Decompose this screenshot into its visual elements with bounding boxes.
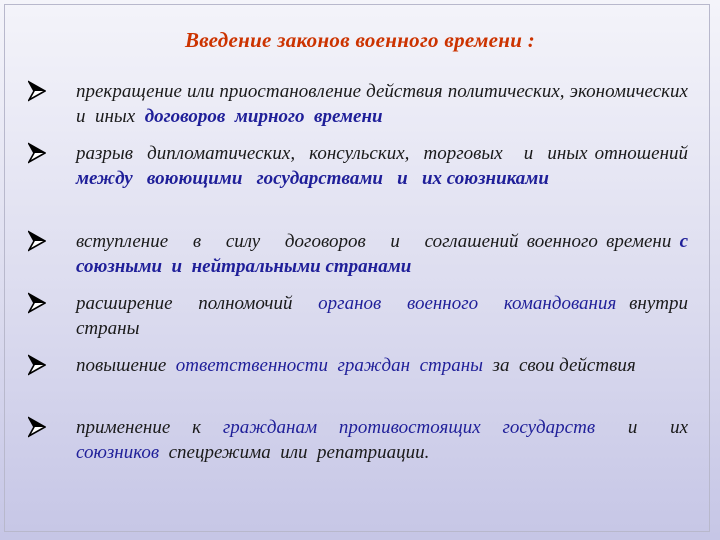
arrow-bullet-icon (28, 354, 46, 376)
arrow-bullet-icon (28, 416, 46, 438)
list-item (28, 354, 688, 416)
slide-title: Введение законов военного времени : (184, 28, 536, 52)
bullet-list (28, 80, 698, 478)
text-segment: повышение (76, 355, 176, 376)
text-segment: гражданам противостоящих государств (222, 417, 596, 438)
text-segment: органов военного командования (318, 293, 617, 314)
list-item (28, 230, 693, 292)
list-item-text (76, 354, 688, 379)
list-item (28, 292, 698, 354)
text-segment: спецрежима или репатриации. (159, 441, 430, 463)
text-segment: и их (595, 417, 698, 438)
list-item-text (76, 292, 698, 341)
text-segment: ответственности граждан страны (175, 355, 484, 376)
list-item-text (76, 142, 698, 191)
arrow-bullet-icon (28, 142, 46, 164)
list-item (28, 142, 698, 230)
text-segment: внутри страны (76, 293, 698, 339)
list-item-text (76, 230, 693, 279)
arrow-bullet-icon (28, 80, 46, 102)
text-segment: вступление в силу договоров и соглашений военного времени (76, 231, 680, 252)
list-item (28, 80, 698, 142)
text-segment: союзников (76, 441, 160, 463)
list-item-text (76, 416, 698, 465)
text-segment: расширение полномочий (76, 293, 319, 314)
arrow-bullet-icon (28, 230, 46, 252)
text-segment: разрыв дипломатических, консульских, торговых и иных отношений (76, 143, 698, 164)
text-segment: применение к (76, 417, 223, 438)
text-segment: с союзными и нейтральными странами (76, 231, 693, 277)
text-segment: между воюющими государствами и их союзниками (76, 167, 549, 189)
list-item-text (76, 80, 698, 129)
list-item (28, 416, 698, 478)
text-segment: за свои действия (483, 355, 636, 376)
text-segment: договоров мирного времени (144, 105, 383, 127)
text-segment: прекращение или приостановление действия политических, экономических и иных (76, 81, 698, 127)
arrow-bullet-icon (28, 292, 46, 314)
